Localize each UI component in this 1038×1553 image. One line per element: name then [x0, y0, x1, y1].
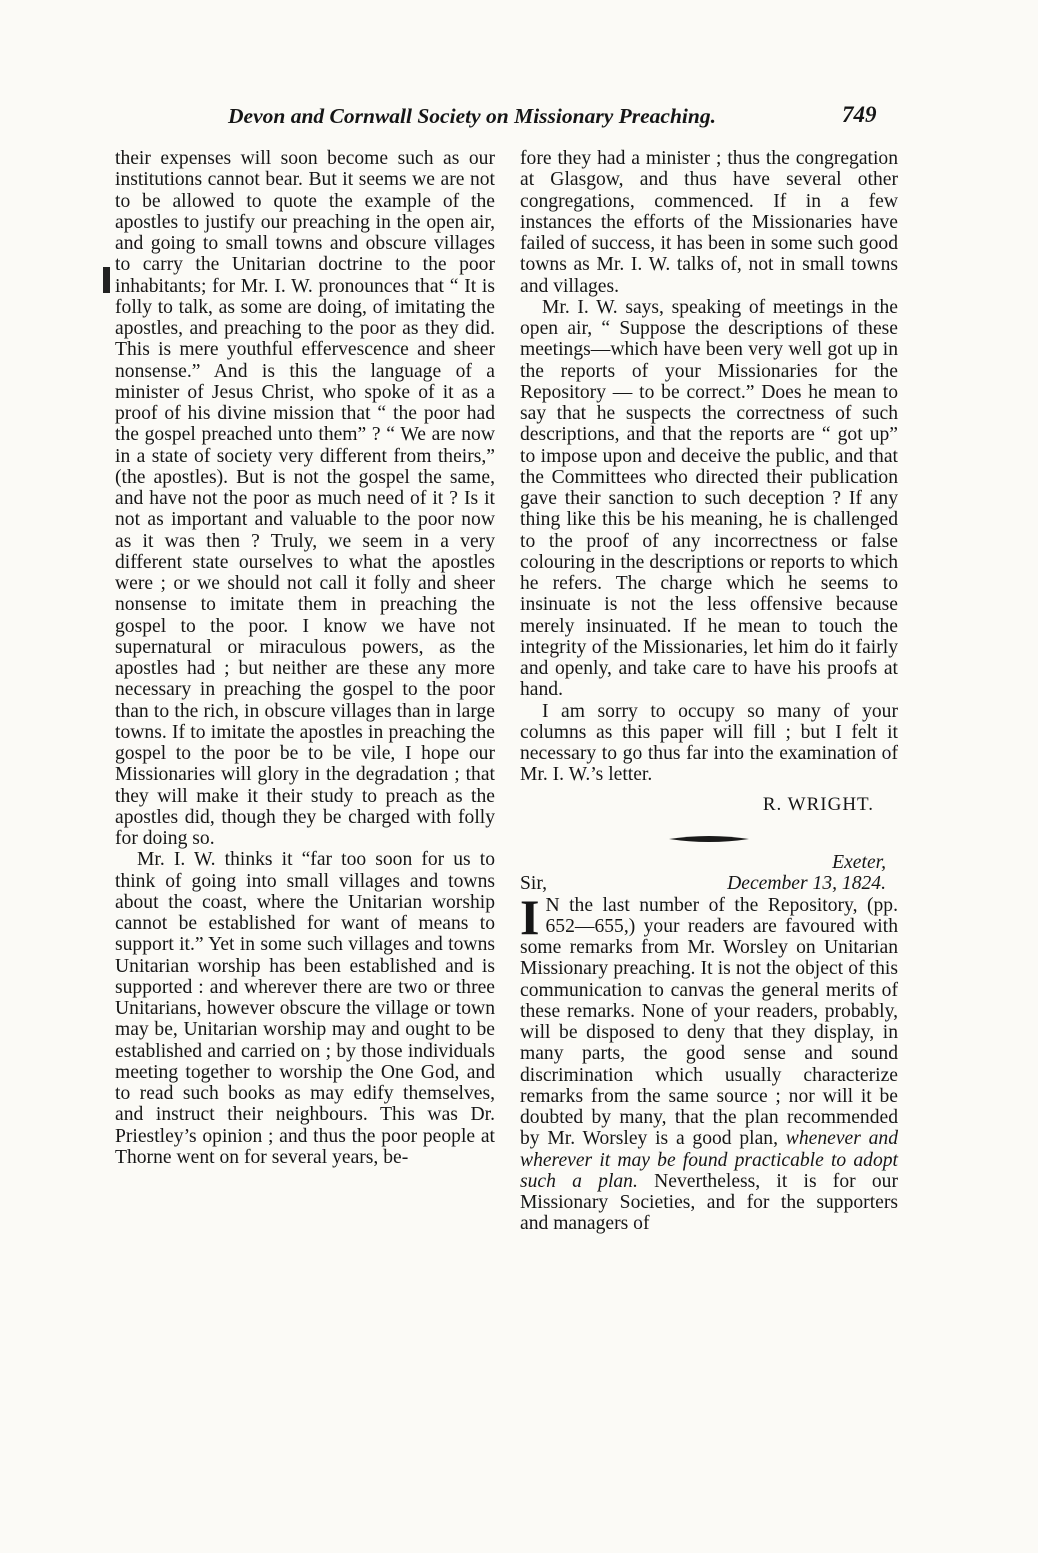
letter-date: December 13, 1824. [727, 872, 886, 894]
right-paragraph-1: fore they had a minister ; thus the congregation at Glasgow, and thus have several other congregations, commenced. If in a few instances the efforts of the Missionaries have failed of success, it has been in some such good towns as Mr. I. W. talks of, not in small towns and villages. [520, 148, 898, 297]
letter-paragraph-1 [520, 888, 898, 1235]
letter-place: Exeter, [832, 851, 886, 873]
page-number: 749 [842, 102, 877, 127]
right-paragraph-2: Mr. I. W. says, speaking of meetings in the open air, “ Suppose the descriptions of these meetings—which have been very well got up in the reports of your Missionaries for the Repository — to be correct.” Does he mean to say that he suspects the correctness of such descriptions, and that the reports are “ got up” to impose upon and deceive the public, and that the Committees who directed their publication gave their sanction to such deception ? If any thing like this be his meaning, he is challenged to the proof of any incorrectness or false colouring in the descriptions or reports to which he refers. The charge which he seems to insinuate is not the less offensive because merely insinuated. If he mean to touch the integrity of the Missionaries, let him do it fairly and openly, and take care to have his proofs at hand. [520, 296, 898, 701]
signature: R. WRIGHT. [762, 793, 874, 815]
left-column [115, 148, 495, 1168]
section-divider [520, 834, 898, 844]
left-paragraph-2: Mr. I. W. thinks it “far too soon for us to think of going into small villages and towns about the coast, where the Unitarian worship cannot be established for want of means to support it.” Yet in some such villages and towns Unitarian worship has been established and is supported : and wherever there are two or three Unitarians, however obscure the village or town may be, Unitarian worship may and ought to be established and carried on ; by those individuals meeting together to worship the One God, and to read such books as may edify themselves, and instruct their neighbours. This was Dr. Priestley’s opinion ; and thus the poor people at Thorne went on for several years, be- [115, 849, 495, 1168]
running-head: Devon and Cornwall Society on Missionary Preaching. [228, 104, 716, 128]
letter-salutation-line [520, 873, 886, 895]
salutation: Sir, [520, 872, 547, 894]
letter-text-italic: whenever and wherever it may be found practicable to adopt such a plan. [520, 1128, 898, 1192]
letter-text-end: Nevertheless, it is for our Missionary Societies, and for the supporters and managers of [520, 1170, 898, 1235]
left-paragraph-1: their expenses will soon become such as our institutions cannot bear. But it seems we are not to be allowed to quote the example of the apostles to justify our preaching in the open air, and going to small towns and obscure villages to carry the Unitarian doctrine to the poor inhabitants; for Mr. I. W. pronounces that “ It is folly to talk, as some are doing, of imitating the apostles, and preaching to the poor as they did. This is mere youthful effervescence and sheer nonsense.” And is this the language of a minister of Jesus Christ, who spoke of it as a proof of his divine mission that “ the poor had the gospel preached unto them” ? “ We are now in a state of society very different from theirs,” (the apostles). But is not the gospel the same, and have not the poor as much need of it ? Is it not as important and valuable to the poor now as it was then ? Truly, we seem in a very different state ourselves to what the apostles were ; or we should not call it folly and sheer nonsense to imitate them in preaching the gospel to the poor. I know we have not supernatural or miraculous powers, as the apostles had ; but neither are these any more necessary in preaching the gospel to the poor than to the rich, in obscure villages than in large towns. If to imitate the apostles in preaching the gospel to the poor be to be vile, I hope our Missionaries will glory in the degradation ; that they will make it their study to preach as the apostles did, though they be charged with folly for doing so. [115, 148, 495, 849]
letter-text-start: N the last number of the Repository, (pp. 652—655,) your readers are favoured with some remarks from Mr. Worsley on Unitarian Missionary preaching. It is not the object of this communication to canvas the general merits of these remarks. None of your readers, probably, will be disposed to deny that they display, in many parts, the good sense and sound discrimination which usually characterize remarks from the same source ; nor will it be doubted by many, that the plan recommended by Mr. Worsley is a good plan, [520, 894, 898, 1150]
right-column [520, 148, 898, 1235]
margin-mark [103, 267, 110, 293]
divider-ornament-icon [669, 834, 749, 844]
drop-cap: I [520, 888, 540, 945]
right-paragraph-3: I am sorry to occupy so many of your columns as this paper will fill ; but I felt it necessary to go thus far into the examination of Mr. I. W.’s letter. [520, 700, 898, 786]
